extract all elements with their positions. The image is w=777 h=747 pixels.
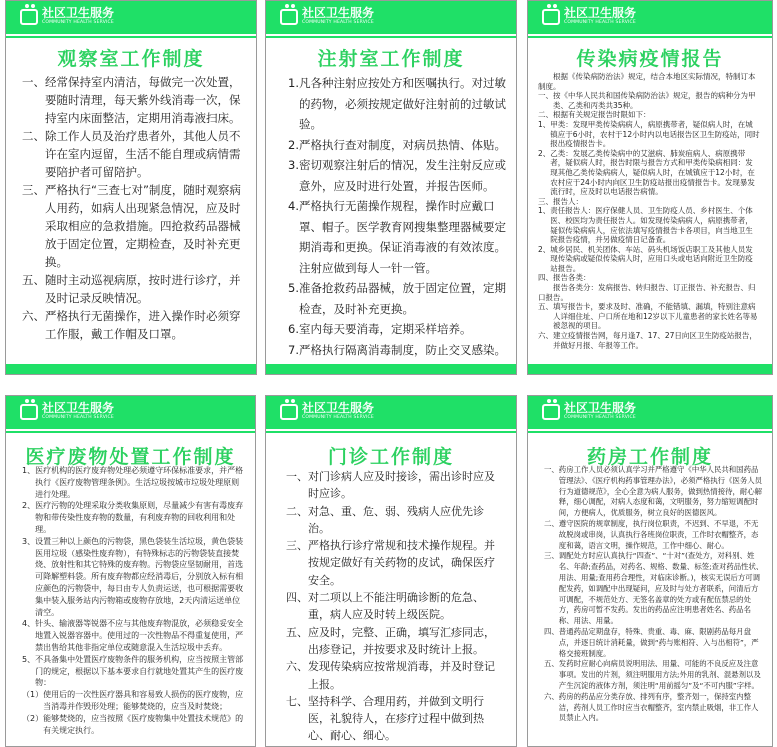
rule-text: 设置三种以上颜色的污物袋，黑色袋装生活垃圾，黄色袋装医用垃圾（感染性废弃物），有特殊标志的污物袋装直接焚烧、放射性和其它特殊的废弃物。污物袋应坚韧耐用，首选可降解塑料袋。所有废弃物都应经消毒后，分别放入标有相应颜色的污物袋中，每日由专人负责运送，也可根据需要收集中装入服务站内污物箱或废物存放地，2天内清运送单位清空。 [35,536,244,617]
rule-list [538,72,760,350]
rule-item [538,302,760,331]
rule-text: 建立疫情报告网，每月逢7、17、27日向区卫生防疫站报告，并做好月报、年报等工作。 [553,331,757,350]
rule-number: 4. [288,199,299,213]
rule-number: 2、 [538,148,551,158]
rule-item [286,624,498,659]
house-people-icon [20,9,38,25]
rule-number: 六、 [538,331,553,341]
rule-item [538,283,760,302]
panel-title: 门诊工作制度 [327,446,454,468]
panel-header [6,1,256,36]
rule-number: 6. [288,322,299,336]
rule-number: 一、 [544,465,559,474]
rule-text: 报告人： [553,196,583,206]
rule-list [544,465,764,724]
rule-text: 坚持科学、合理用药，并做到文明行医，礼貌待人，在疹疗过程中做到热心、耐心、细心。 [308,694,484,743]
rule-item [22,181,244,271]
rule-number: 二、 [538,110,553,120]
rule-number: 四、 [286,591,308,605]
house-people-icon [280,9,298,25]
rule-item [286,693,498,745]
panel-header [6,396,255,431]
rule-number: （1） [22,690,44,700]
rule-text: 应及时，完整、正确，填写汇疹同志，出疹登记，并按要求及时统计上报。 [308,625,495,656]
rule-text: 密切观察注射后的情况，发生注射反应或意外，应及时进行处置，并报告医师。 [298,158,506,193]
rule-number: 1. [288,76,299,90]
panel-title: 传染病疫情报告 [576,48,724,70]
rule-text: 严格执行隔离消毒制度，防止交叉感染。 [298,342,506,357]
panel-title: 医疗废物处置工作制度 [25,446,236,468]
rule-number: 一、 [538,91,553,101]
rule-text: 对二项以上不能注明确诊断的危急、重，病人应及时转上级医院。 [308,591,484,622]
rule-text: 根据有关规定报告时限如下： [553,110,651,120]
rule-number: 五、 [22,273,45,287]
rule-number: 2. [288,137,299,152]
rule-item [544,627,764,659]
rule-text: 除工作人员及治疗患者外，其他人员不许在室内逗留，生活不能自理或病情需要陪护者可留陪护。 [45,129,241,179]
rule-number: 4、 [22,619,36,629]
rule-text: 按《中华人民共和国传染病防治法》规定，报告的病种分为甲类、乙类和丙类共35种。 [553,91,756,110]
rule-text: 严格执行查对制度，对病员热情、体贴。 [298,137,506,152]
rule-list [288,73,506,360]
rule-text: 准备抢救药品器械，放于固定位置，定期检查，及时补充更换。 [298,281,506,316]
rule-number: （2） [22,713,44,723]
rule-item [22,618,245,653]
rule-text: 不具备集中处置医疗废物条件的服务机构，应当按照主管部门的规定，根据以下基本要求自行就地处置其产生的医疗废物： [35,654,244,688]
brand-subtitle: COMMUNITY HEALTH SERVICE [42,415,114,420]
panel-header [528,1,772,36]
brand-text [564,7,636,26]
rule-item [288,155,506,196]
rule-text: 甲类：发现甲类传染病病人，病原携带者，疑似病人时，在城镇应于6小时，农村于12小时内以电话报告区卫生防疫站，同时报出疫情报告卡。 [550,119,760,149]
house-people-icon [280,404,298,420]
brand-text [564,402,636,421]
rule-list [22,465,245,736]
rule-text: 报告各类分：发病报告、转归报告、订正报告、补充报告、归口报告。 [538,283,756,302]
rule-item [286,589,498,624]
panel-observation-room [5,0,257,375]
rule-item [286,537,498,589]
rule-item [286,503,498,538]
rule-text: 发药时应耐心向病员说明用法、用量、可能的不良反应及注意事项。发出的片剂，须注明服用方法;外用的乳剂、混悬剂以及产生沉淀的液体方剂，须注明“用前摇匀”及“不可内服”字样。 [558,659,761,690]
brand-text [302,7,374,26]
rule-text: 能够焚烧的，应当按照《医疗废物集中处置技术规范》的有关规定执行。 [43,713,244,735]
rule-number: 七、 [286,694,308,708]
brand-text [42,7,114,26]
rule-item [544,551,764,627]
brand-subtitle: COMMUNITY HEALTH SERVICE [564,415,636,420]
rule-text: 对门诊病人应及时接诊，需出诊时应及时应诊。 [308,470,495,501]
rule-number: 六、 [544,691,559,701]
rule-number: 1、 [538,206,551,216]
rule-number: 2、 [22,501,36,511]
rule-number: 1、 [538,119,551,129]
footer-band [266,364,516,374]
rule-number: 五、 [538,302,553,312]
rule-item [538,197,760,207]
brand-name: 社区卫生服务 [564,6,637,20]
house-people-icon [542,404,560,420]
rule-number: 六、 [286,660,308,674]
rule-item [538,273,760,283]
rule-list [22,73,244,343]
rule-number: 三、 [544,551,559,561]
rule-item [544,659,764,691]
rule-text: 医疗机构的医疗废弃物处理必须遵守环保标准要求，并严格执行《医疗废物管理条例》。生活垃圾按城市垃圾处理原则进行处理。 [35,466,244,499]
brand-subtitle: COMMUNITY HEALTH SERVICE [302,20,374,25]
rule-item [22,465,245,500]
rule-number: 7. [288,342,299,357]
rule-item [538,72,760,91]
rule-number: 一、 [286,470,308,483]
rule-number: 五、 [286,625,308,639]
rule-text: 发现传染病应按常规消毒，并及时登记上报。 [308,660,495,691]
rule-number: 二、 [544,518,559,528]
rule-number: 2、 [538,244,551,254]
panel-medical-waste [5,395,256,747]
rule-item [544,692,764,724]
brand-text [42,402,114,421]
rule-text: 凡各种注射应按处方和医嘱执行。对过敏的药物，必须按规定做好注射前的过敏试验。 [298,76,506,131]
footer-band [6,364,256,374]
rule-text: 严格执行无菌操作规程，操作时应戴口罩、帽子。医学教育网搜集整理器械要定期消毒和更换。保证消毒液的有效浓度。注射应做到每人一针一管。 [298,199,506,275]
brand-logo [542,402,636,421]
panel-title: 注射室工作制度 [317,48,465,70]
rule-text: 填写报告卡，要求及时、准确，不能错填、漏填，特别注意病人详细住址、户口所在地和12岁以下儿童患者的家长姓名等易被忽视的项目。 [553,302,758,331]
rule-text: 报告各类： [553,273,591,283]
rule-item [538,149,760,197]
rule-text: 严格执行“三查七对”制度，随时观察病人用药，如病人出现紧急情况，应及时采取相应的急救措施。四抢救药品器械放于固定位置，定期检查，及时补充更换。 [45,183,241,269]
rule-number: 三、 [286,539,308,553]
panel-infectious-disease-report [527,0,773,375]
rule-text: 对急、重、危、弱、残病人应优先诊治。 [308,504,484,535]
panel-header [266,1,516,36]
rule-item [288,135,506,156]
rule-text: 药房的药品应分类存放、排列有序，整齐划一，保持室内整洁，药剂人员工作时应当衣帽整齐，室内禁止吸烟，非工作人员禁止入内。 [558,691,759,723]
rule-item [288,278,506,319]
rule-number: 五、 [544,659,559,669]
brand-name: 社区卫生服务 [564,401,637,415]
brand-subtitle: COMMUNITY HEALTH SERVICE [42,20,114,25]
rule-text: 药房工作人员必须认真学习并严格遵守《中华人民共和国药品管理法》、《医疗机构药事管理办法》，必须严格执行《医务人员行为道德规范》，全心全意为病人服务，做到热情接待，耐心解释，细心调配，对病人态度和蔼，文明服务，努力缩短调配时间，方便病人，优质服务，树立良好的医德医风。 [558,465,763,518]
rule-text: 调配处方时应认真执行“四查”、“十对”(查处方，对科别、姓名、年龄;查药品，对药名、规格、数量、标签;查对药品性状、用法、用量;查用药合理性，对临床诊断。)，核实无误后方可调配发药，如调配中出现疑问，应及时与处方者联系，问清后方可调配，不规范处方、无签名盖章的处方或有配伍禁忌的处方，药房可暂不发药。发出的药品应注明患者姓名、药品名称、用法、用量。 [558,551,764,626]
brand-logo [20,402,114,421]
rule-item [538,206,760,244]
rule-item [288,319,506,340]
brand-logo [542,7,636,26]
rule-text: 责任报告人：医疗保健人员、卫生防疫人员、乡村医生、个体医、校医均为责任报告人。如发现传染病病人，病原携带者，疑似传染病病人，应依法填写疫情报告卡各项目，向当地卫生院报告疫情，并另做疫情日记备查。 [550,206,753,245]
rule-number: 1、 [22,466,36,475]
rule-number: 3、 [22,536,36,546]
rule-item [22,689,245,713]
rule-item [22,307,244,343]
house-people-icon [542,9,560,25]
rule-item [22,127,244,181]
panel-outpatient [265,395,517,747]
rule-item [286,658,498,693]
brand-name: 社区卫生服务 [42,401,115,415]
rule-number: 3. [288,158,299,172]
brand-logo [20,7,114,26]
rule-item [288,340,506,361]
rule-text: 随时主动巡视病原，按时进行诊疗，并及时记录反映情况。 [45,273,241,305]
rule-number: 四、 [544,626,559,636]
rule-text: 根据《传染病防治法》规定，结合本地区实际情况，特制订本制度。 [538,72,756,91]
rule-item [544,519,764,551]
rule-item [22,73,244,127]
brand-name: 社区卫生服务 [42,6,115,20]
rule-text: 遵守医院的规章制度，执行岗位职责，不迟到、不早退，不无故脱岗或串岗，认真执行各班岗位职责，工作时衣帽整齐，态度和蔼，语言文明，操作规范，工作中细心、耐心。 [558,518,759,550]
rule-number: 5. [288,281,299,295]
rule-item [538,245,760,274]
panel-pharmacy [527,395,773,747]
footer-band [528,364,772,374]
panel-injection-room [265,0,517,375]
rule-text: 乙类：发展乙类传染病中的艾滋病、肺炭疽病人、病原携带者，疑似病人时，报告时限与报告方式和甲类传染病相同：发现其他乙类传染病病人，疑似病人时，在城镇应于12小时，在农村应于24小时内向区卫生防疫站报出疫情报告卡。发现暴发流行时，应及时以电话报告病情。 [550,148,755,197]
rule-text: 室内每天要消毒，定期采样培养。 [298,322,472,336]
panel-title: 观察室工作制度 [57,48,205,70]
rule-text: 严格执行诊疗常规和技术操作规程。并按规定做好有关药物的皮试，确保医疗安全。 [308,539,495,587]
rule-number: 二、 [286,504,308,518]
brand-name: 社区卫生服务 [302,6,375,20]
panel-title: 药房工作制度 [586,446,713,468]
rule-number: 六、 [22,309,45,323]
panel-header [266,396,516,431]
panel-header [528,396,772,431]
rule-item [22,713,245,737]
rule-item [288,73,506,135]
rule-number: 三、 [22,183,45,197]
house-people-icon [20,404,38,420]
rule-list [286,468,498,745]
rule-number: 5、 [22,654,36,664]
brand-text [302,402,374,421]
rule-number: 二、 [22,129,45,143]
brand-logo [280,7,374,26]
rule-item [22,271,244,307]
brand-subtitle: COMMUNITY HEALTH SERVICE [302,415,374,420]
rule-number: 四、 [538,273,553,283]
rule-item [22,500,245,535]
rule-text: 城乡居民、机关团体、车站、码头机场饭店职工及其他人员发现传染病或疑似传染病人时，应用口头或电话向附近卫生防疫站报告。 [550,244,753,273]
brand-subtitle: COMMUNITY HEALTH SERVICE [564,20,636,25]
rule-item [538,110,760,120]
rule-text: 经常保持室内清洁，每做完一次处置，要随时清理，每天紫外线消毒一次，保持室内床面整洁，定期用消毒液扫床。 [45,75,241,125]
rule-text: 严格执行无菌操作，进入操作时必须穿工作服，戴工作帽及口罩。 [45,309,241,341]
rule-item [22,654,245,689]
rule-number: 一、 [22,75,45,89]
rule-text: 使用后的一次性医疗器具和容易致人损伤的医疗废物，应当消毒并作毁形处理；能够焚烧的，应当及时焚烧； [43,690,244,711]
brand-logo [280,402,374,421]
rule-item [286,468,498,503]
rule-item [288,196,506,278]
rule-number: 三、 [538,196,553,206]
rule-text: 针头、输液器等锐器不应与其他废弃物混放，必须稳妥安全地置入锐器容器中。使用过的一次性物品不得重复使用，严禁出售给其他非指定单位或随意混入生活垃圾中丢弃。 [35,619,244,652]
rule-item [538,331,760,350]
rule-text: 医疗污物的处理采取分类收集原则，尽量减少有害有毒废弃物和带传染性废弃物的数量，有利废弃物的回收利用和处理。 [35,501,244,534]
rule-text: 普通药品定期盘存，特殊、贵重、毒、麻、限剧药品每月盘点，并逐日统计消耗量，做到“药与账相符、入与出相符”，严格交接班制度。 [558,626,759,658]
rule-item [22,536,245,619]
brand-name: 社区卫生服务 [302,401,375,415]
rule-item [538,91,760,110]
rule-item [538,120,760,149]
rule-item [544,465,764,519]
